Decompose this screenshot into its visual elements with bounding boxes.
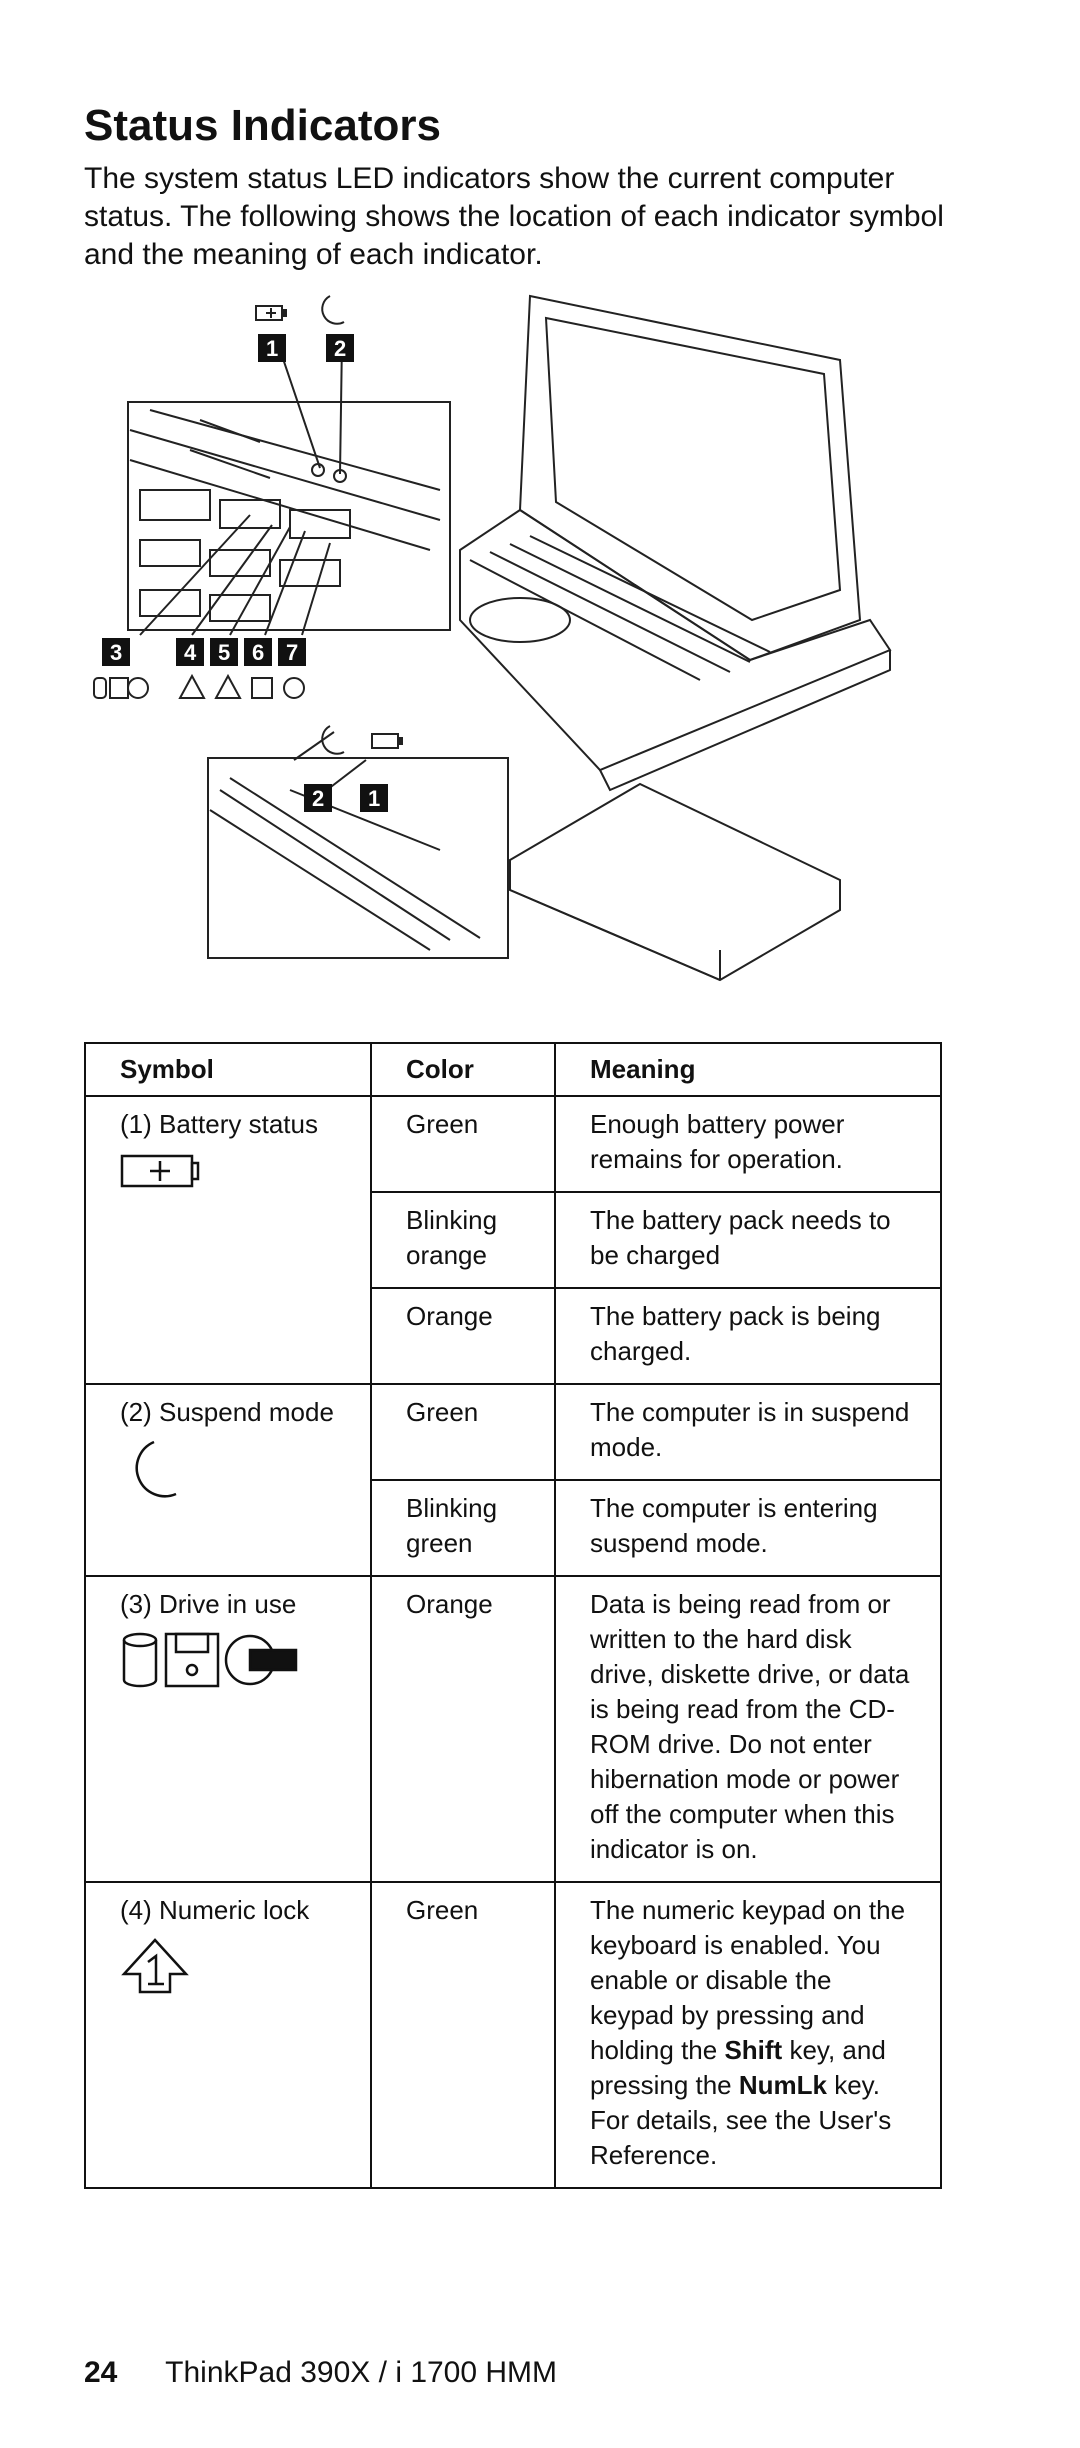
indicator-icon-row: [94, 676, 304, 698]
color-cell: Green: [371, 1882, 555, 2188]
table-header-row: [85, 1043, 941, 1096]
color-cell: Green: [371, 1384, 555, 1480]
meaning-cell: Enough battery power remains for operation.: [555, 1096, 941, 1192]
hard-disk-icon: [124, 1634, 156, 1686]
svg-text:3: 3: [110, 640, 123, 665]
manual-title: ThinkPad 390X / i 1700 HMM: [165, 2356, 558, 2389]
meaning-cell: The battery pack is being charged.: [555, 1288, 941, 1384]
meaning-cell: [555, 1882, 941, 2188]
callout-3: [102, 638, 130, 666]
callout-2-side: [304, 784, 332, 812]
header-meaning: Meaning: [555, 1043, 941, 1096]
cd-rom-icon: [226, 1636, 296, 1684]
symbol-cell: [85, 1096, 371, 1384]
battery-icon: [256, 306, 286, 320]
moon-icon: [120, 1438, 180, 1502]
symbol-label: (4) Numeric lock: [120, 1895, 310, 1925]
numlk-key-label: NumLk: [738, 2070, 827, 2100]
page-number: 24: [84, 2356, 118, 2389]
laptop-figure: [80, 290, 920, 990]
symbol-cell: [85, 1882, 371, 2188]
callout-2: [326, 334, 354, 362]
svg-text:5: 5: [218, 640, 231, 665]
meaning-text: key. For details, see the User's Reference.: [590, 2070, 892, 2170]
symbol-cell: [85, 1384, 371, 1576]
moon-icon: [322, 296, 344, 324]
numlock-icon: [120, 1936, 190, 1996]
symbol-label: (2) Suspend mode: [120, 1397, 334, 1427]
meaning-cell: Data is being read from or written to the hard disk drive, diskette drive, or data is being read from the CD-ROM drive. Do not enter hibernation mode or power off the computer when this indicator is on.: [555, 1576, 941, 1882]
header-color: Color: [371, 1043, 555, 1096]
svg-text:1: 1: [266, 336, 279, 361]
svg-text:1: 1: [368, 786, 381, 811]
callout-5: [210, 638, 238, 666]
table-row: [85, 1096, 941, 1192]
meaning-text: The numeric keypad on the keyboard is enabled. You enable or disable the keypad by pressing and holding the: [590, 1895, 906, 2065]
laptop-lid: [520, 296, 860, 660]
intro-paragraph: The system status LED indicators show the current computer status. The following shows the location of each indicator symbol and the meaning of each indicator.: [84, 162, 944, 271]
header-symbol: Symbol: [85, 1043, 371, 1096]
meaning-text: key, and pressing the: [590, 2035, 886, 2100]
svg-text:6: 6: [252, 640, 265, 665]
color-cell: Blinking orange: [371, 1192, 555, 1288]
symbol-label: (3) Drive in use: [120, 1589, 297, 1619]
svg-text:7: 7: [286, 640, 299, 665]
drive-icons: [120, 1630, 300, 1690]
table-row: [85, 1384, 941, 1480]
svg-text:4: 4: [184, 640, 197, 665]
color-cell: Orange: [371, 1576, 555, 1882]
status-indicator-table: [84, 1042, 942, 2189]
svg-text:2: 2: [334, 336, 347, 361]
color-cell: Orange: [371, 1288, 555, 1384]
battery-icon: [120, 1150, 200, 1190]
page-footer: [84, 2356, 557, 2390]
shift-key-label: Shift: [724, 2035, 783, 2065]
laptop-base: [460, 510, 890, 770]
table-row: [85, 1576, 941, 1882]
meaning-cell: The computer is in suspend mode.: [555, 1384, 941, 1480]
callout-4: [176, 638, 204, 666]
callout-7: [278, 638, 306, 666]
callout-1: [258, 334, 286, 362]
page-title: Status Indicators: [84, 101, 441, 150]
meaning-cell: The computer is entering suspend mode.: [555, 1480, 941, 1576]
svg-text:2: 2: [312, 786, 325, 811]
callout-6: [244, 638, 272, 666]
symbol-cell: [85, 1576, 371, 1882]
color-cell: Blinking green: [371, 1480, 555, 1576]
callout-1-side: [360, 784, 388, 812]
diskette-icon: [166, 1634, 218, 1686]
symbol-label: (1) Battery status: [120, 1109, 318, 1139]
color-cell: Green: [371, 1096, 555, 1192]
table-row: [85, 1882, 941, 2188]
meaning-cell: The battery pack needs to be charged: [555, 1192, 941, 1288]
